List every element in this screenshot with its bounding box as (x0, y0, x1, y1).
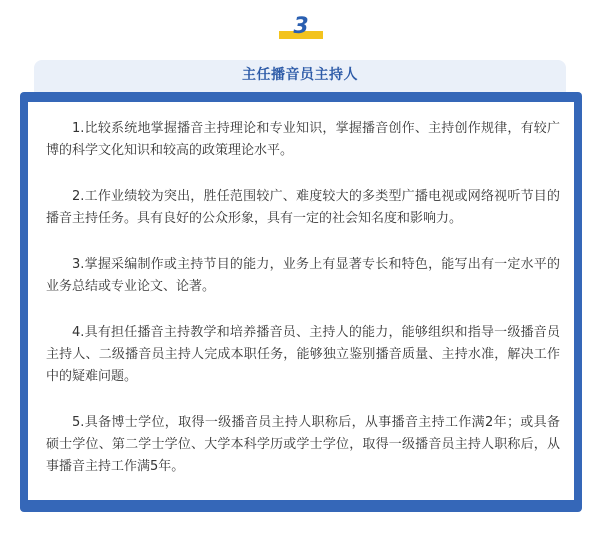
content-frame (20, 92, 582, 512)
requirement-4: 4.具有担任播音主持教学和培养播音员、主持人的能力，能够组织和指导一级播音员主持人、二级播音员主持人完成本职任务，能够独立鉴别播音质量、主持水准，解决工作中的疑难问题。 (46, 325, 560, 384)
section-title: 主任播音员主持人 (242, 67, 358, 83)
requirements-panel (28, 102, 574, 500)
requirement-3: 3.掌握采编制作或主持节目的能力，业务上有显著专长和特色，能写出有一定水平的业务总结或专业论文、论著。 (46, 257, 560, 294)
section-number-badge (279, 14, 323, 42)
section-title-bar (34, 60, 566, 94)
requirement-5: 5.具备博士学位，取得一级播音员主持人职称后，从事播音主持工作满2年；或具备硕士学位、第二学士学位、大学本科学历或学士学位，取得一级播音员主持人职称后，从事播音主持工作满5年。 (46, 415, 560, 474)
requirement-2: 2.工作业绩较为突出，胜任范围较广、难度较大的多类型广播电视或网络视听节目的播音主持任务。具有良好的公众形象，具有一定的社会知名度和影响力。 (46, 189, 560, 226)
requirement-1: 1.比较系统地掌握播音主持理论和专业知识，掌握播音创作、主持创作规律，有较广博的科学文化知识和较高的政策理论水平。 (46, 121, 560, 158)
section-number: 3 (293, 14, 309, 39)
